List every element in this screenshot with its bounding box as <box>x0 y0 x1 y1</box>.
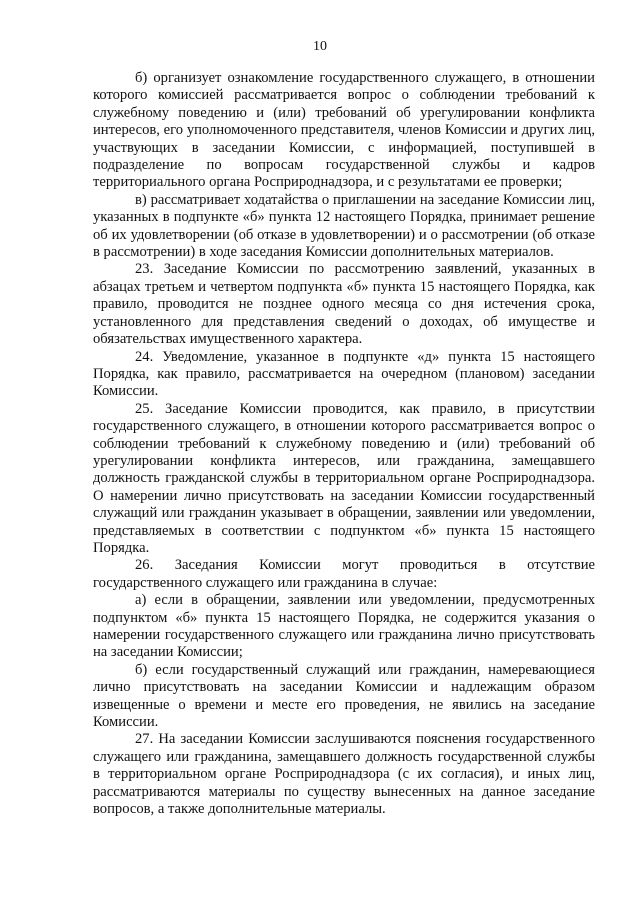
paragraph-25: 25. Заседание Комиссии проводится, как правило, в присутствии государственного служащего, в отношении которого рассматривается вопрос о соблюдении требований к служебному поведению и (или) требований об урегулировании конфликта интересов, или гражданина, замещавшего должность гражданской службы в территориальном органе Росприроднадзора. О намерении лично присутствовать на заседании Комиссии государственный служащий или гражданин указывает в обращении, заявлении или уведомлении, представляемых в соответствии с подпунктом «б» пункта 15 настоящего Порядка. <box>93 400 595 556</box>
document-body <box>93 70 595 818</box>
paragraph-22v: в) рассматривает ходатайства о приглашении на заседание Комиссии лиц, указанных в подпункте «б» пункта 12 настоящего Порядка, принимает решение об их удовлетворении (об отказе в удовлетворении) и о рассмотрении (об отказе в рассмотрении) в ходе заседания Комиссии дополнительных материалов. <box>93 191 595 261</box>
paragraph-24: 24. Уведомление, указанное в подпункте «д» пункта 15 настоящего Порядка, как правило, рассматривается на очередном (плановом) заседании Комиссии. <box>93 348 595 400</box>
paragraph-22b: б) организует ознакомление государственного служащего, в отношении которого комиссией рассматривается вопрос о соблюдении требований к служебному поведению и (или) требований об урегулировании конфликта интересов, его уполномоченного представителя, членов Комиссии и других лиц, участвующих в заседании Комиссии, с информацией, поступившей в подразделение по вопросам государственной службы и кадров территориального органа Росприроднадзора, и с результатами ее проверки; <box>93 70 595 191</box>
paragraph-26: 26. Заседания Комиссии могут проводиться в отсутствие государственного служащего или гражданина в случае: <box>93 557 595 591</box>
paragraph-23: 23. Заседание Комиссии по рассмотрению заявлений, указанных в абзацах третьем и четвертом подпункта «б» пункта 15 настоящего Порядка, как правило, проводится не позднее одного месяца со дня истечения срока, установленного для представления сведений о доходах, об имуществе и обязательствах имущественного характера. <box>93 261 595 348</box>
paragraph-26a: а) если в обращении, заявлении или уведомлении, предусмотренных подпунктом «б» пункта 15 настоящего Порядка, не содержится указания о намерении государственного служащего или гражданина лично присутствовать на заседании Комиссии; <box>93 592 595 661</box>
paragraph-26b: б) если государственный служащий или гражданин, намеревающиеся лично присутствовать на заседании Комиссии и надлежащим образом извещенные о времени и месте его проведения, не явились на заседание Комиссии. <box>93 661 595 731</box>
paragraph-27: 27. На заседании Комиссии заслушиваются пояснения государственного служащего или гражданина, замещавшего должность государственной службы в территориальном органе Росприроднадзора (с их согласия), и иных лиц, рассматриваются материалы по существу вынесенных на данное заседание вопросов, а также дополнительные материалы. <box>93 731 595 818</box>
page-number: 10 <box>313 39 327 54</box>
